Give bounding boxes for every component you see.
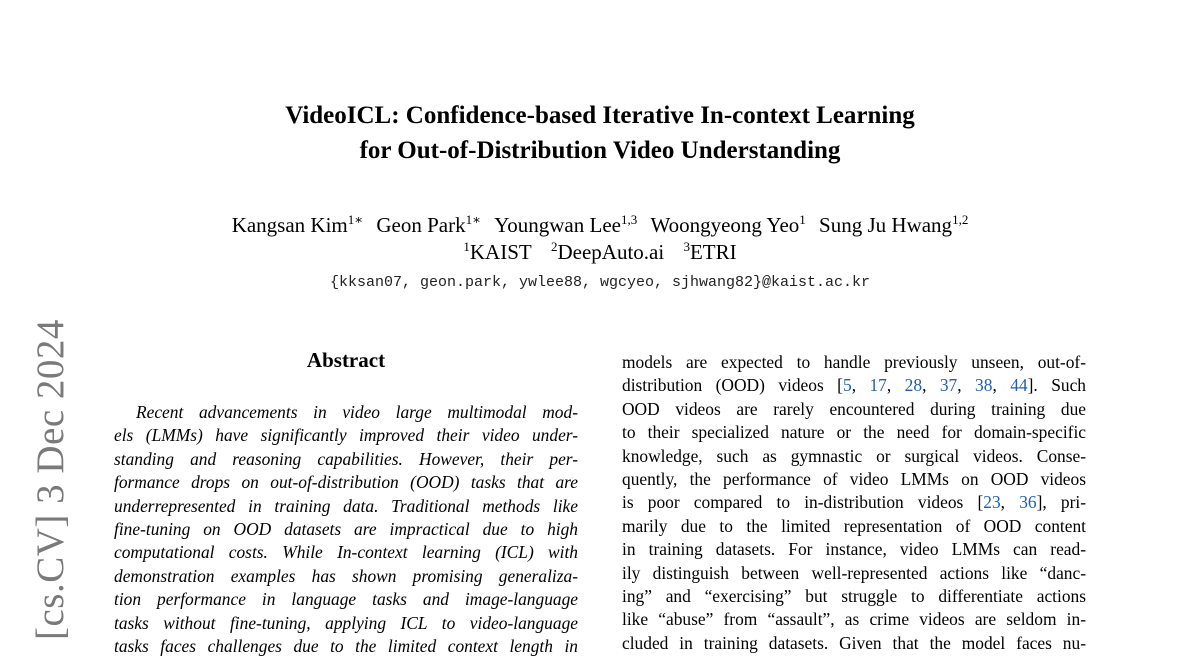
author-name: Woongyeong Yeo$^1$ (650, 212, 806, 237)
affiliation: $^2$DeepAuto.ai (550, 239, 665, 264)
citation-link[interactable]: 28 (904, 375, 923, 396)
intro-line: is poor compared to in-distribution videos [23, 36], pri- (622, 492, 1086, 513)
author-affiliation-marker: 1∗ (347, 212, 364, 227)
introduction-body (622, 351, 1086, 655)
abstract-line: computational costs. While In-context learning (ICL) with (114, 542, 578, 563)
paper-title-line-2: for Out-of-Distribution Video Understanding (359, 137, 841, 164)
abstract-line: standing and reasoning capabilities. However, their per- (114, 448, 578, 469)
intro-line: knowledge, such as gymnastic or surgical videos. Conse- (622, 445, 1086, 466)
intro-line: ing” and “exercising” but struggle to differentiate actions (622, 586, 1086, 607)
paper-title-line-1: VideoICL: Confidence-based Iterative In-context Learning (285, 102, 915, 129)
author-name: Geon Park$^{1∗}$ (376, 212, 481, 237)
abstract-line: tasks without fine-tuning, applying ICL to video-language (114, 612, 578, 633)
author-affiliation-marker: 1∗ (465, 212, 481, 227)
citation-link[interactable]: 37 (939, 375, 958, 396)
intro-line: ily distinguish between well-represented actions like “danc- (622, 562, 1086, 583)
author-emails: {kksan07, geon.park, ywlee88, wgcyeo, sjhwang82}@kaist.ac.kr (329, 274, 871, 291)
intro-line: in training datasets. For instance, video LMMs can read- (622, 539, 1086, 560)
arxiv-identifier-stamp: [cs.CV] 3 Dec 2024 (29, 319, 72, 640)
author-name: Sung Ju Hwang$^{1,2}$ (819, 212, 969, 237)
citation-link[interactable]: 44 (1010, 375, 1028, 396)
author-block (100, 212, 1100, 266)
abstract-line: els (LMMs) have significantly improved their video under- (114, 425, 578, 446)
citation-link[interactable]: 38 (975, 375, 993, 396)
abstract-line: formance drops on out-of-distribution (OOD) tasks that are (114, 472, 578, 493)
author-name: Kangsan Kim$^{1∗}$ (231, 212, 364, 237)
abstract-body (114, 401, 578, 658)
citation-link[interactable]: 5 (842, 375, 852, 396)
abstract-heading: Abstract (306, 348, 386, 372)
intro-line: models are expected to handle previously unseen, out-of- (622, 352, 1086, 372)
intro-line: cluded in training datasets. Given that the model faces nu- (622, 632, 1086, 653)
citation-link[interactable]: 36 (1019, 492, 1037, 513)
author-affiliation-marker: 1 (799, 212, 806, 227)
intro-line: to their specialized nature or the need for domain-specific (622, 422, 1086, 443)
intro-line: marily due to the limited representation of OOD content (622, 515, 1086, 536)
affiliation: $^1$KAIST (463, 239, 532, 264)
abstract-line: tasks faces challenges due to the limited context length in (114, 636, 578, 657)
citation-link[interactable]: 23 (983, 492, 1001, 513)
intro-line: OOD videos are rarely encountered during training due (622, 398, 1086, 419)
abstract-line: demonstration examples has shown promising generaliza- (114, 565, 578, 586)
affiliation-list (100, 239, 1100, 266)
author-name: Youngwan Lee$^{1,3}$ (494, 212, 638, 237)
author-affiliation-marker: 1,2 (952, 212, 969, 227)
intro-line: like “abuse” from “assault”, as crime videos are seldom in- (622, 609, 1086, 630)
abstract-line: underrepresented in training data. Traditional methods like (114, 495, 578, 516)
abstract-line: fine-tuning on OOD datasets are impractical due to high (114, 519, 578, 540)
author-affiliation-marker: 1,3 (620, 212, 638, 227)
citation-link[interactable]: 17 (869, 375, 887, 396)
intro-line: quently, the performance of video LMMs on OOD videos (622, 469, 1086, 490)
intro-line: distribution (OOD) videos [5, 17, 28, 37, 38, 44]. Such (622, 375, 1086, 396)
affiliation: $^3$ETRI (683, 239, 737, 264)
paper-title (200, 98, 1000, 168)
abstract-line: Recent advancements in video large multimodal mod- (136, 402, 578, 422)
author-list (100, 212, 1100, 239)
abstract-line: tion performance in language tasks and image-language (114, 589, 578, 610)
